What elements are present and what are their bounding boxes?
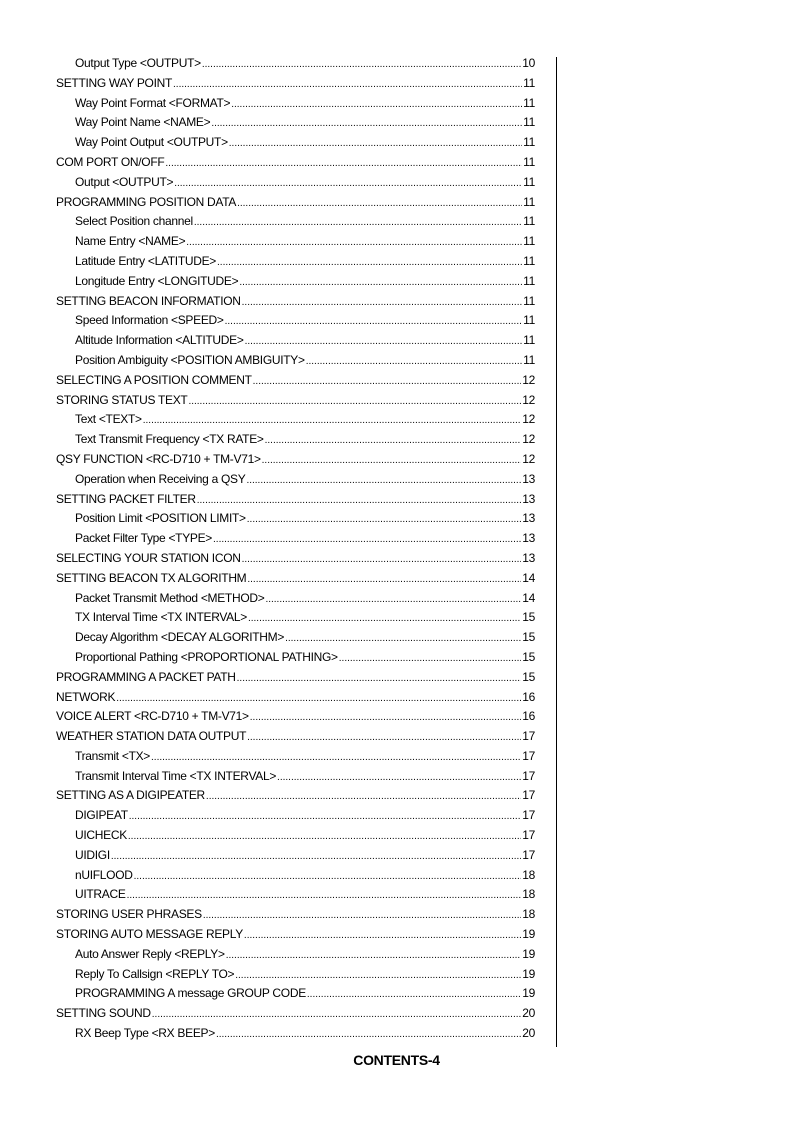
dot-leader xyxy=(237,669,522,689)
toc-entry xyxy=(56,391,535,411)
dot-leader xyxy=(197,491,522,511)
toc-entry xyxy=(56,549,535,569)
toc-entry-page: 11 xyxy=(523,253,535,268)
toc-entry-title: Latitude Entry <LATITUDE> xyxy=(75,253,217,268)
toc-entry-page: 20 xyxy=(522,1026,535,1041)
dot-leader xyxy=(128,827,521,847)
toc-entry-title: Way Point Output <OUTPUT> xyxy=(75,135,228,150)
toc-entry-page: 15 xyxy=(522,649,535,664)
toc-entry-title: SETTING BEACON INFORMATION xyxy=(56,293,241,308)
toc-entry-page: 13 xyxy=(522,511,535,526)
toc-entry-title: STORING USER PHRASES xyxy=(56,907,202,922)
toc-entry-title: Reply To Callsign <REPLY TO> xyxy=(75,966,235,981)
toc-subentry xyxy=(56,846,535,866)
toc-entry-page: 12 xyxy=(522,451,535,466)
toc-entry-page: 11 xyxy=(523,293,535,308)
toc-entry-title: SETTING AS A DIGIPEATER xyxy=(56,788,205,803)
toc-entry-title: Way Point Format <FORMAT> xyxy=(75,95,231,110)
toc-entry-title: WEATHER STATION DATA OUTPUT xyxy=(56,729,247,744)
vertical-divider xyxy=(556,57,557,1047)
toc-entry-page: 19 xyxy=(522,986,535,1001)
toc-entry-title: Auto Answer Reply <REPLY> xyxy=(75,946,225,961)
toc-entry-title: PROGRAMMING POSITION DATA xyxy=(56,194,237,209)
toc-entry-page: 12 xyxy=(522,432,535,447)
toc-entry-page: 12 xyxy=(522,372,535,387)
toc-subentry xyxy=(56,509,535,529)
toc-entry-page: 11 xyxy=(523,273,535,288)
toc-entry-page: 15 xyxy=(522,630,535,645)
toc-entry-title: Position Limit <POSITION LIMIT> xyxy=(75,511,246,526)
dot-leader xyxy=(129,807,522,827)
toc-entry-page: 11 xyxy=(523,234,535,249)
toc-entry-page: 14 xyxy=(522,590,535,605)
toc-subentry xyxy=(56,628,535,648)
toc-entry-title: nUIFLOOD xyxy=(75,867,133,882)
toc-entry-page: 10 xyxy=(522,56,535,70)
toc-entry-title: Altitude Information <ALTITUDE> xyxy=(75,333,244,348)
dot-leader xyxy=(151,748,521,768)
toc-entry-page: 19 xyxy=(522,946,535,961)
toc-entry-page: 19 xyxy=(522,927,535,942)
dot-leader xyxy=(127,886,522,906)
toc-subentry xyxy=(56,113,535,133)
toc-entry-title: SELECTING A POSITION COMMENT xyxy=(56,372,252,387)
toc-entry-page: 19 xyxy=(522,966,535,981)
toc-entry xyxy=(56,905,535,925)
toc-entry-title: STORING STATUS TEXT xyxy=(56,392,188,407)
toc-entry-title: Longitude Entry <LONGITUDE> xyxy=(75,273,239,288)
dot-leader xyxy=(211,114,522,134)
toc-entry-title: TX Interval Time <TX INTERVAL> xyxy=(75,610,247,625)
toc-entry-title: Decay Algorithm <DECAY ALGORITHM> xyxy=(75,630,285,645)
dot-leader xyxy=(203,906,521,926)
toc-entry-page: 20 xyxy=(522,1006,535,1021)
toc-entry-title: NETWORK xyxy=(56,689,116,704)
toc-entry-page: 11 xyxy=(523,333,535,348)
dot-leader xyxy=(194,213,522,233)
toc-subentry xyxy=(56,589,535,609)
dot-leader xyxy=(307,985,521,1005)
toc-entry-title: Transmit Interval Time <TX INTERVAL> xyxy=(75,768,277,783)
toc-entry xyxy=(56,707,535,727)
toc-subentry xyxy=(56,965,535,985)
toc-subentry xyxy=(56,866,535,886)
dot-leader xyxy=(116,689,521,709)
dot-leader xyxy=(306,352,522,372)
toc-entry-title: Output Type <OUTPUT> xyxy=(75,56,201,70)
toc-entry-title: UICHECK xyxy=(75,828,127,843)
dot-leader xyxy=(239,273,522,293)
dot-leader xyxy=(188,392,521,412)
toc-subentry xyxy=(56,608,535,628)
dot-leader xyxy=(174,174,522,194)
toc-entry-title: Transmit <TX> xyxy=(75,748,151,763)
dot-leader xyxy=(206,787,521,807)
dot-leader xyxy=(245,332,523,352)
toc-entry xyxy=(56,490,535,510)
toc-entry-page: 15 xyxy=(522,610,535,625)
dot-leader xyxy=(216,1025,521,1045)
dot-leader xyxy=(250,708,521,728)
toc-entry-page: 13 xyxy=(522,550,535,565)
toc-entry-title: UITRACE xyxy=(75,887,126,902)
toc-entry xyxy=(56,688,535,708)
toc-entry-page: 11 xyxy=(523,135,535,150)
dot-leader xyxy=(246,471,521,491)
toc-entry xyxy=(56,74,535,94)
dot-leader xyxy=(217,253,522,273)
toc-entry-title: QSY FUNCTION <RC-D710 + TM-V71> xyxy=(56,451,261,466)
toc-entry-page: 17 xyxy=(522,729,535,744)
toc-entry-page: 17 xyxy=(522,768,535,783)
dot-leader xyxy=(247,570,521,590)
dot-leader xyxy=(165,154,522,174)
toc-entry-page: 11 xyxy=(523,95,535,110)
toc-entry-page: 11 xyxy=(523,214,535,229)
toc-subentry xyxy=(56,212,535,232)
toc-entry-page: 17 xyxy=(522,828,535,843)
toc-entry-page: 17 xyxy=(522,808,535,823)
toc-entry-title: Packet Transmit Method <METHOD> xyxy=(75,590,265,605)
toc-subentry xyxy=(56,54,535,74)
toc-entry-page: 13 xyxy=(522,531,535,546)
toc-entry-page: 13 xyxy=(522,491,535,506)
toc-entry-title: Text Transmit Frequency <TX RATE> xyxy=(75,432,264,447)
toc-entry-page: 11 xyxy=(523,352,535,367)
dot-leader xyxy=(248,609,521,629)
dot-leader xyxy=(226,946,522,966)
toc-entry-title: Text <TEXT> xyxy=(75,412,142,427)
toc-entry xyxy=(56,925,535,945)
toc-entry-page: 18 xyxy=(522,867,535,882)
dot-leader xyxy=(277,768,521,788)
toc-entry xyxy=(56,668,535,688)
toc-entry-title: PROGRAMMING A PACKET PATH xyxy=(56,669,236,684)
toc-subentry xyxy=(56,331,535,351)
dot-leader xyxy=(229,134,522,154)
toc-entry-title: Output <OUTPUT> xyxy=(75,174,174,189)
dot-leader xyxy=(213,530,521,550)
dot-leader xyxy=(247,728,521,748)
dot-leader xyxy=(253,372,522,392)
toc-subentry xyxy=(56,351,535,371)
toc-entry xyxy=(56,371,535,391)
dot-leader xyxy=(237,194,522,214)
page-footer xyxy=(0,1052,793,1068)
toc-entry xyxy=(56,193,535,213)
toc-entry-page: 16 xyxy=(522,689,535,704)
toc-entry-title: COM PORT ON/OFF xyxy=(56,154,165,169)
toc-entry-page: 12 xyxy=(522,412,535,427)
toc-subentry xyxy=(56,806,535,826)
toc-entry-title: Way Point Name <NAME> xyxy=(75,115,211,130)
toc-subentry xyxy=(56,648,535,668)
toc-entry-page: 17 xyxy=(522,847,535,862)
toc-subentry xyxy=(56,529,535,549)
toc-entry-title: VOICE ALERT <RC-D710 + TM-V71> xyxy=(56,709,249,724)
dot-leader xyxy=(202,55,521,75)
toc-entry-page: 12 xyxy=(522,392,535,407)
dot-leader xyxy=(152,1005,521,1025)
toc-entry-title: RX Beep Type <RX BEEP> xyxy=(75,1026,215,1041)
page-label: CONTENTS-4 xyxy=(353,1052,440,1068)
toc-subentry xyxy=(56,767,535,787)
toc-entry-title: SETTING SOUND xyxy=(56,1006,151,1021)
dot-leader xyxy=(173,75,522,95)
toc-subentry xyxy=(56,232,535,252)
toc-subentry xyxy=(56,410,535,430)
dot-leader xyxy=(247,510,521,530)
toc-entry-page: 16 xyxy=(522,709,535,724)
toc-subentry xyxy=(56,747,535,767)
toc-entry-title: STORING AUTO MESSAGE REPLY xyxy=(56,927,243,942)
toc-subentry xyxy=(56,826,535,846)
toc-entry-page: 11 xyxy=(523,75,535,90)
toc-entry-title: PROGRAMMING A message GROUP CODE xyxy=(75,986,306,1001)
toc-entry-page: 17 xyxy=(522,788,535,803)
toc-entry xyxy=(56,569,535,589)
dot-leader xyxy=(225,312,523,332)
toc-subentry xyxy=(56,311,535,331)
toc-entry xyxy=(56,727,535,747)
toc-subentry xyxy=(56,272,535,292)
dot-leader xyxy=(242,550,522,570)
table-of-contents xyxy=(56,54,535,1044)
toc-entry-page: 11 xyxy=(523,194,535,209)
toc-entry-page: 14 xyxy=(522,570,535,585)
toc-entry-title: Proportional Pathing <PROPORTIONAL PATHING> xyxy=(75,649,338,664)
toc-entry xyxy=(56,1004,535,1024)
toc-entry-title: SETTING WAY POINT xyxy=(56,75,173,90)
toc-subentry xyxy=(56,94,535,114)
dot-leader xyxy=(231,95,522,115)
toc-entry-page: 17 xyxy=(522,748,535,763)
dot-leader xyxy=(244,926,521,946)
toc-subentry xyxy=(56,133,535,153)
dot-leader xyxy=(186,233,522,253)
toc-entry-title: Name Entry <NAME> xyxy=(75,234,186,249)
toc-entry-title: Packet Filter Type <TYPE> xyxy=(75,531,213,546)
dot-leader xyxy=(285,629,521,649)
toc-entry-title: UIDIGI xyxy=(75,847,110,862)
toc-entry xyxy=(56,292,535,312)
toc-entry-page: 11 xyxy=(523,154,535,169)
dot-leader xyxy=(265,431,522,451)
toc-subentry xyxy=(56,430,535,450)
dot-leader xyxy=(134,867,522,887)
toc-entry-page: 11 xyxy=(523,174,535,189)
dot-leader xyxy=(339,649,521,669)
toc-subentry xyxy=(56,173,535,193)
dot-leader xyxy=(265,590,521,610)
dot-leader xyxy=(242,293,522,313)
toc-entry-title: SETTING PACKET FILTER xyxy=(56,491,196,506)
toc-subentry xyxy=(56,984,535,1004)
toc-entry xyxy=(56,153,535,173)
toc-entry-title: Speed Information <SPEED> xyxy=(75,313,224,328)
toc-entry-title: SETTING BEACON TX ALGORITHM xyxy=(56,570,247,585)
toc-entry-title: DIGIPEAT xyxy=(75,808,128,823)
toc-subentry xyxy=(56,252,535,272)
toc-entry-page: 13 xyxy=(522,471,535,486)
toc-entry-title: SELECTING YOUR STATION ICON xyxy=(56,550,241,565)
toc-entry-title: Select Position channel xyxy=(75,214,193,229)
toc-entry-page: 18 xyxy=(522,907,535,922)
toc-entry-title: Position Ambiguity <POSITION AMBIGUITY> xyxy=(75,352,305,367)
toc-subentry xyxy=(56,885,535,905)
toc-entry-title: Operation when Receiving a QSY xyxy=(75,471,246,486)
toc-subentry xyxy=(56,470,535,490)
toc-entry xyxy=(56,786,535,806)
toc-subentry xyxy=(56,1024,535,1044)
dot-leader xyxy=(235,966,521,986)
toc-entry-page: 11 xyxy=(523,115,535,130)
toc-subentry xyxy=(56,945,535,965)
dot-leader xyxy=(262,451,522,471)
toc-entry-page: 11 xyxy=(523,313,535,328)
toc-entry xyxy=(56,450,535,470)
toc-entry-page: 18 xyxy=(522,887,535,902)
dot-leader xyxy=(111,847,521,867)
toc-entry-page: 15 xyxy=(522,669,535,684)
dot-leader xyxy=(143,411,522,431)
